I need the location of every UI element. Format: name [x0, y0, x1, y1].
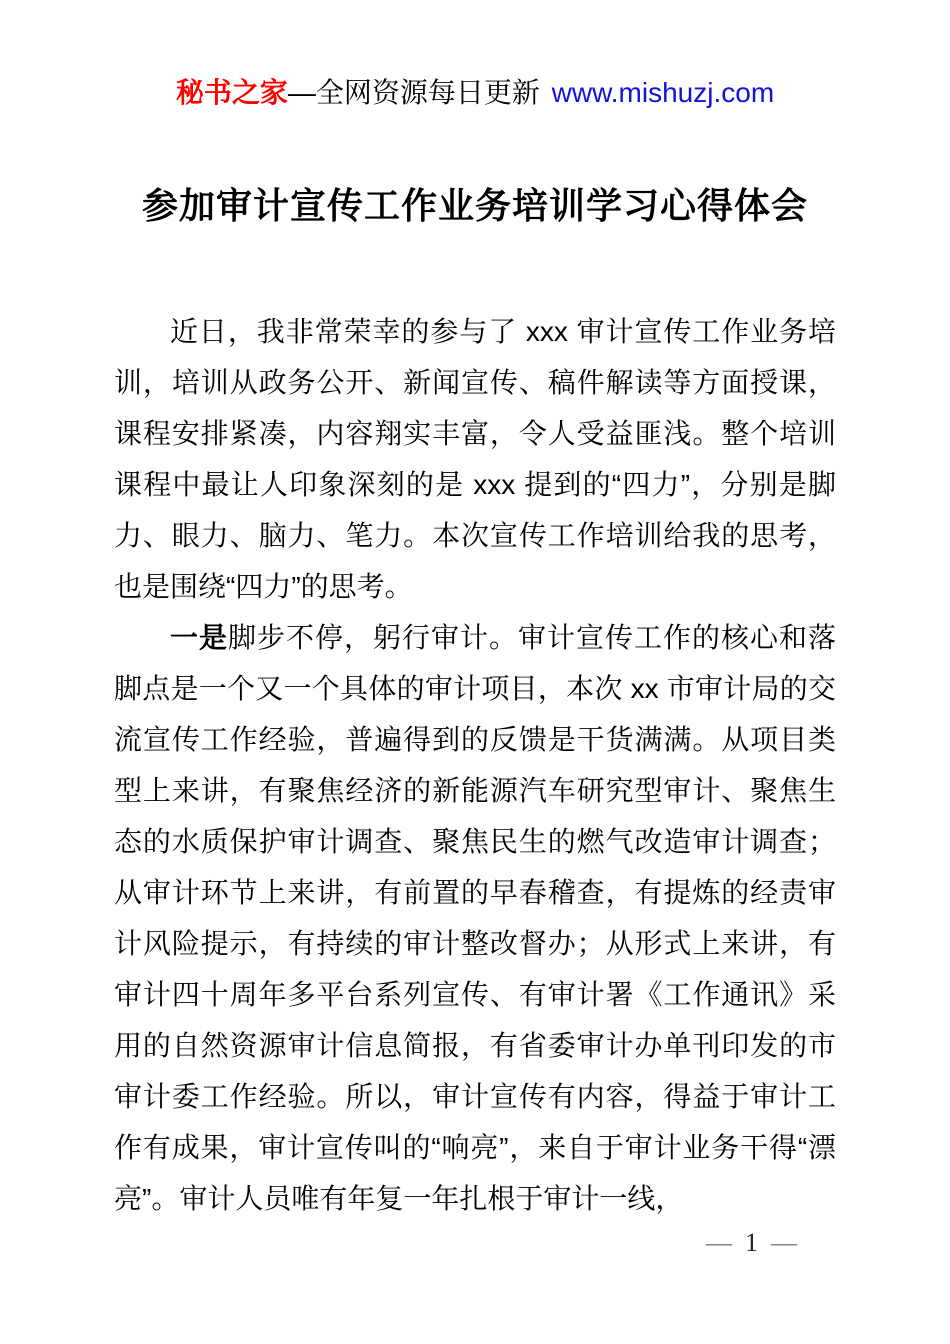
paragraph-intro-text: 近日，我非常荣幸的参与了 xxx 审计宣传工作业务培训，培训从政务公开、新闻宣传、稿件解读等方面授课，课程安排紧凑，内容翔实丰富，令人受益匪浅。整个培训课程中最让人印象深刻的是 xxx 提到的“四力”，分别是脚力、眼力、脑力、笔力。本次宣传工作培训给我的思考，也是围绕“四力”的思考。 — [114, 316, 836, 602]
paragraph-point-one-text: 脚步不停，躬行审计。审计宣传工作的核心和落脚点是一个又一个具体的审计项目，本次 xx 市审计局的交流宣传工作经验，普遍得到的反馈是干货满满。从项目类型上来讲，有聚焦经济的新能源汽车研究型审计、聚焦生态的水质保护审计调查、聚焦民生的燃气改造审计调查；从审计环节上来讲，有前置的早春稽查，有提炼的经责审计风险提示，有持续的审计整改督办；从形式上来讲，有审计四十周年多平台系列宣传、有审计署《工作通讯》采用的自然资源审计信息简报，有省委审计办单刊印发的市审计委工作经验。所以，审计宣传有内容，得益于审计工作有成果，审计宣传叫的“响亮”，来自于审计业务干得“漂亮”。审计人员唯有年复一年扎根于审计一线， — [114, 622, 836, 1214]
footer-page-number: 1 — [745, 1228, 758, 1257]
document-body — [114, 306, 836, 1224]
site-header — [0, 0, 950, 110]
document-title: 参加审计宣传工作业务培训学习心得体会 — [141, 185, 808, 226]
paragraph-point-one — [114, 612, 836, 1224]
footer-dash-left: — — [706, 1228, 732, 1257]
page-number — [706, 1228, 797, 1258]
site-tagline: —全网资源每日更新 — [287, 77, 548, 108]
site-url-link[interactable]: www.mishuzj.com — [551, 77, 775, 108]
footer-dash-right: — — [771, 1228, 797, 1257]
paragraph-point-one-lead: 一是 — [170, 622, 228, 653]
paragraph-intro — [114, 306, 836, 612]
site-name: 秘书之家 — [175, 77, 288, 108]
